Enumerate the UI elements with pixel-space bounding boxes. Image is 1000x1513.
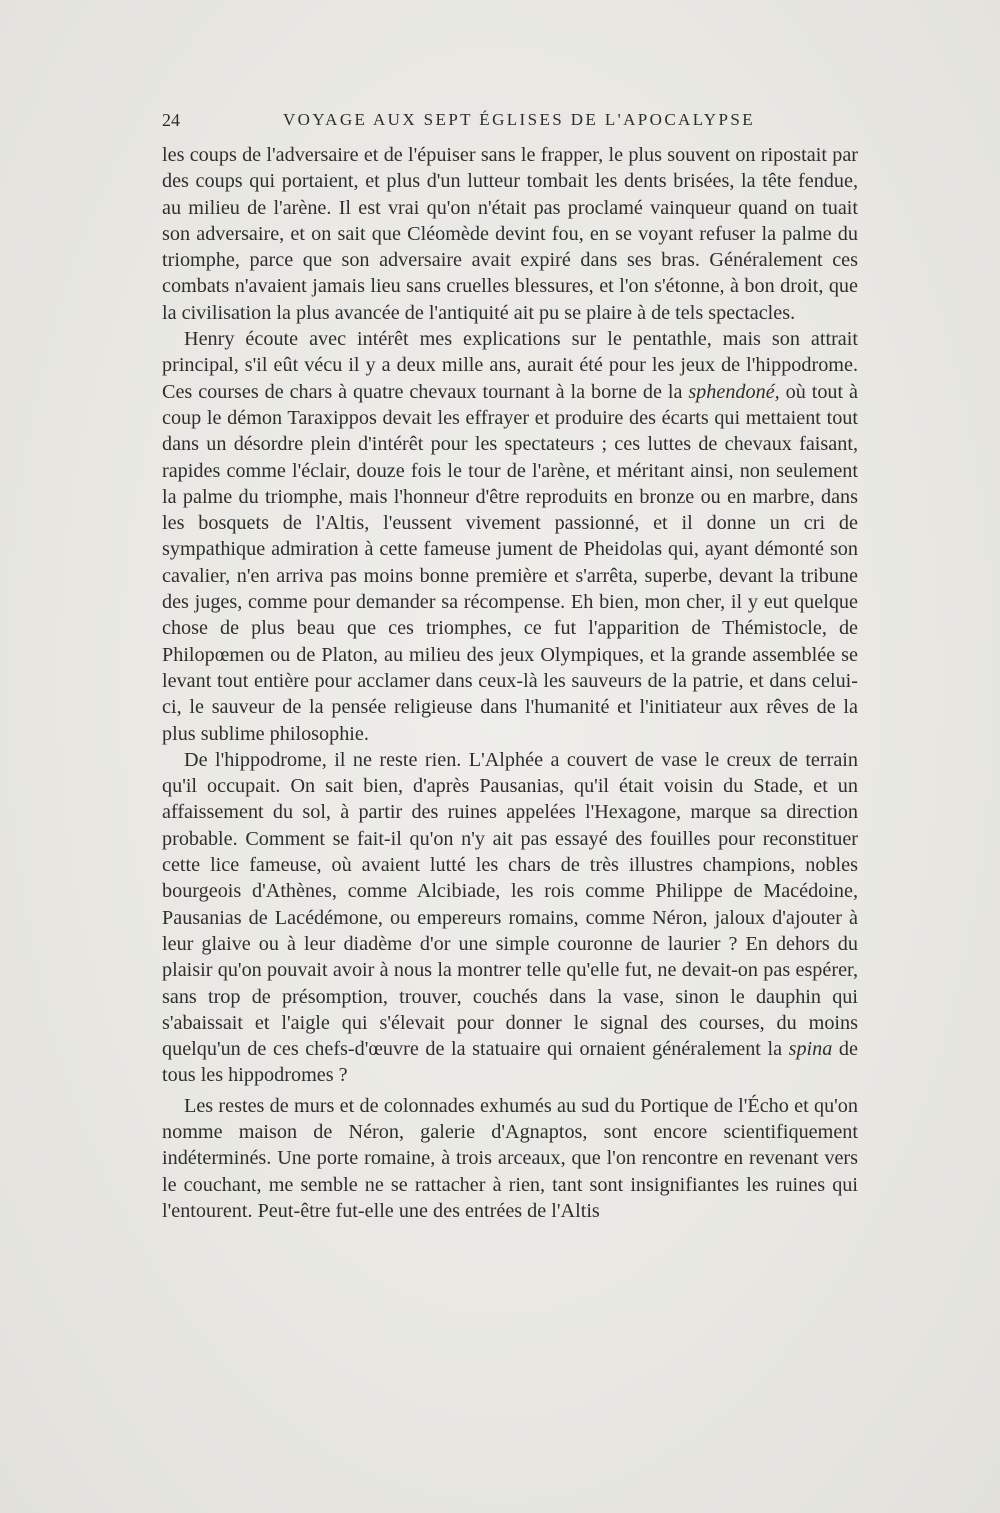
paragraph-4 — [162, 1093, 858, 1224]
text-run: De l'hippodrome, il ne reste rien. L'Alphée a couvert de vase le creux de terrain qu'il occupait. On sait bien, d'après Pausanias, qu'il était voisin du Stade, et un affaissement du sol, à partir des ruines appelées l'Hexagone, marque sa direction probable. Comment se fait-il qu'on n'y ait pas essayé des fouilles pour reconstituer cette lice fameuse, où avaient lutté les chars de très illustres champions, nobles bourgeois d'Athènes, comme Alcibiade, les rois comme Philippe de Macédoine, Pausanias de Lacédémone, ou empereurs romains, comme Néron, jaloux d'ajouter à leur glaive ou à leur diadème d'or une simple couronne de laurier ? En dehors du plaisir qu'on pouvait avoir à nous la montrer telle qu'elle fut, ne devait-on pas espérer, sans trop de présomption, trouver, couchés dans la vase, sinon le dauphin qui s'abaissait et l'aigle qui s'élevait pour donner le signal des courses, du moins quelqu'un de ces chefs-d'œuvre de la statuaire qui ornaient généralement la — [162, 748, 858, 1061]
paragraph-1 — [162, 142, 858, 326]
text-run: les coups de l'adversaire et de l'épuiser sans le frapper, le plus souvent on ripostait par des coups qui portaient, et plus d'un lutteur tombait les dents brisées, la tête fendue, au milieu de l'arène. Il est vrai qu'on n'était pas proclamé vainqueur quand on tuait son adversaire, et on sait que Cléomède devint fou, en se voyant refuser la palme du triomphe, parce que son adversaire avait expiré dans ses bras. Généralement ces combats n'avaient jamais lieu sans cruelles blessures, et l'on s'étonne, à bon droit, que la civilisation la plus avancée de l'antiquité ait pu se plaire à de tels spectacles. — [162, 144, 858, 324]
italic-term-sphendone: sphendoné, — [688, 380, 780, 403]
text-run: où tout à coup le démon Taraxippos devait les effrayer et produire des écarts qui mettaient tout dans un désordre plein d'intérêt pour les spectateurs ; ces luttes de chevaux faisant, rapides comme l'éclair, douze fois le tour de l'arène, et méritant ainsi, non seulement la palme du triomphe, mais l'honneur d'être reproduits en bronze ou en marbre, dans les bosquets de l'Altis, l'eussent vivement passionné, et il donne un cri de sympathique admiration à cette fameuse jument de Pheidolas qui, ayant démonté son cavalier, n'en arriva pas moins bonne première et s'arrêta, superbe, devant la tribune des juges, comme pour demander sa récompense. Eh bien, mon cher, il y eut quelque chose de plus beau que ces triomphes, ce fut l'apparition de Thémistocle, de Philopœmen ou de Platon, au milieu des jeux Olympiques, et la grande assemblée se levant tout entière pour acclamer dans ceux-là les sauveurs de la patrie, et dans celui-ci, le sauveur de la pensée religieuse dans l'humanité et l'initiateur aux rêves de la plus sublime philosophie. — [162, 380, 858, 745]
text-run: Les restes de murs et de colonnades exhumés au sud du Portique de l'Écho et qu'on nomme maison de Néron, galerie d'Agnaptos, sont encore scientifiquement indéterminés. Une porte romaine, à trois arceaux, que l'on rencontre en revenant vers le couchant, me semble ne se rattacher à rien, tant sont insignifiantes les ruines qui l'entourent. Peut-être fut-elle une des entrées de l'Altis — [162, 1094, 858, 1222]
body-text — [162, 142, 858, 1224]
italic-term-spina: spina — [788, 1038, 833, 1061]
page-number: 24 — [162, 110, 180, 130]
page-header — [162, 110, 862, 136]
text-run: Henry écoute avec intérêt mes explications sur le pentathle, mais son attrait principal, s'il eût vécu il y a deux mille ans, aurait été pour les jeux de l'hippodrome. Ces courses de chars à quatre chevaux tournant à la borne de la — [162, 328, 858, 403]
paragraph-2 — [162, 326, 858, 747]
paragraph-3 — [162, 747, 858, 1089]
running-title: VOYAGE AUX SEPT ÉGLISES DE L'APOCALYPSE — [283, 110, 755, 129]
text-run: de tous les hippodromes ? — [162, 1038, 858, 1087]
